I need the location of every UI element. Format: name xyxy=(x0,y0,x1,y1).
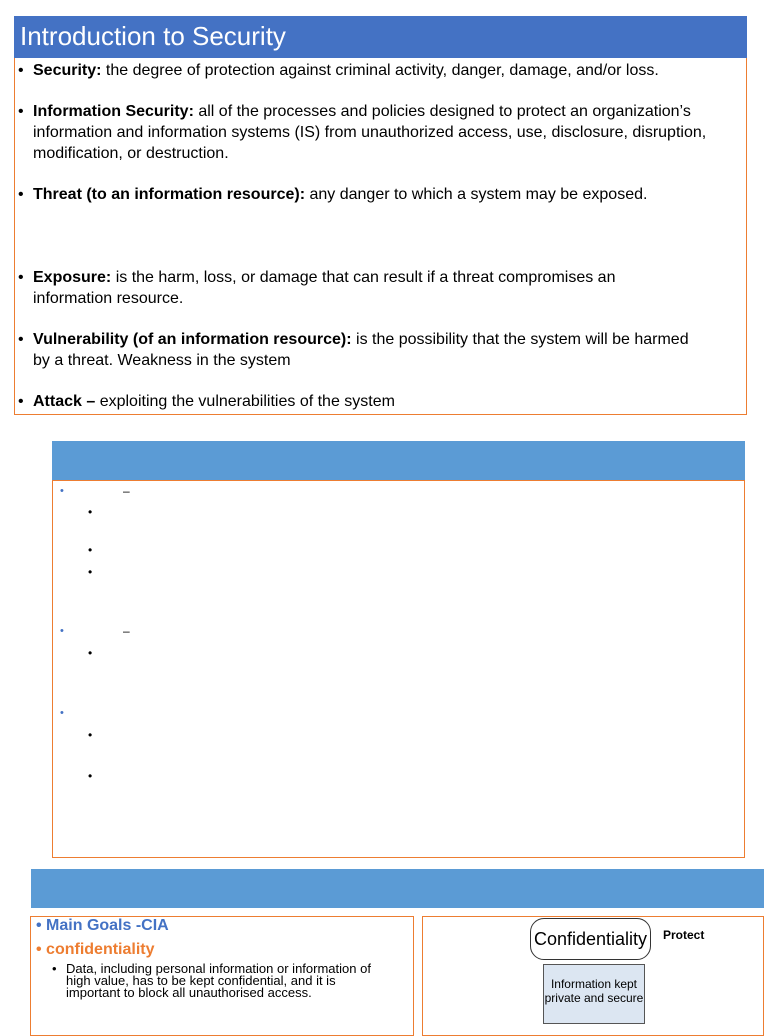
bullet-information-security xyxy=(18,101,718,164)
slide2-header-bar xyxy=(52,441,745,480)
bullet-text: is the possibility that the system will be harmed by a threat. Weakness in the system xyxy=(33,331,689,369)
slide2-dash: – xyxy=(123,484,130,498)
bullet-attack xyxy=(18,391,743,412)
bullet-text: exploiting the vulnerabilities of the system xyxy=(95,393,395,410)
bullet-security xyxy=(18,60,743,81)
confidentiality-pill: Confidentiality xyxy=(530,918,651,960)
bullet-text: is the harm, loss, or damage that can result if a threat compromises an information resource. xyxy=(33,269,616,307)
info-kept-private-box: Information kept private and secure xyxy=(543,964,645,1024)
bullet-text: the degree of protection against criminal activity, danger, damage, and/or loss. xyxy=(101,62,659,79)
bullet-term: Attack – xyxy=(33,393,96,410)
goal-main: • Main Goals -CIA xyxy=(36,917,169,934)
confidentiality-description-text: Data, including personal information or information of high value, has to be kept confidential, and it is important to block all unauthorised access. xyxy=(66,961,371,1000)
slide2-sub-bullet: • xyxy=(88,505,93,519)
slide2-sub-bullet: • xyxy=(88,543,93,557)
slide2-dash: – xyxy=(123,624,130,638)
bullet-dot: • xyxy=(18,103,24,120)
bullet-term: Information Security: xyxy=(33,103,194,120)
bullet-text: all of the processes and policies designed to protect an organization’s information and information systems (IS) from unauthorized access, use, disclosure, disruption, modification, or destruction. xyxy=(33,103,707,162)
bullet-text: any danger to which a system may be exposed. xyxy=(305,186,648,203)
slide2-sub-bullet: • xyxy=(88,646,93,660)
slide2-bullet: • xyxy=(60,625,64,637)
slide3-header-bar xyxy=(31,869,764,908)
bullet-dot: • xyxy=(18,269,24,286)
slide2-content-box xyxy=(52,480,745,858)
slide2-sub-bullet: • xyxy=(88,565,93,579)
goal-confidentiality: • confidentiality xyxy=(36,941,155,958)
bullet-dot: • xyxy=(18,331,24,348)
slide2-sub-bullet: • xyxy=(88,728,93,742)
protect-label: Protect xyxy=(663,928,705,942)
slide1-title: Introduction to Security xyxy=(20,21,286,51)
bullet-term: Vulnerability (of an information resource): xyxy=(33,331,352,348)
bullet-term: Threat (to an information resource): xyxy=(33,186,306,203)
bullet-dot: • xyxy=(18,393,24,410)
bullet-term: Security: xyxy=(33,62,102,79)
bullet-vulnerability xyxy=(18,329,708,371)
slide2-sub-bullet: • xyxy=(88,769,93,783)
sub-bullet-dot: • xyxy=(52,961,57,976)
confidentiality-description xyxy=(52,961,376,1000)
slide2-bullet: • xyxy=(60,707,64,719)
slide2-bullet: • xyxy=(60,485,64,497)
bullet-threat xyxy=(18,184,743,205)
bullet-dot: • xyxy=(18,62,24,79)
bullet-exposure xyxy=(18,267,698,309)
bullet-term: Exposure: xyxy=(33,269,112,286)
bullet-dot: • xyxy=(18,186,24,203)
